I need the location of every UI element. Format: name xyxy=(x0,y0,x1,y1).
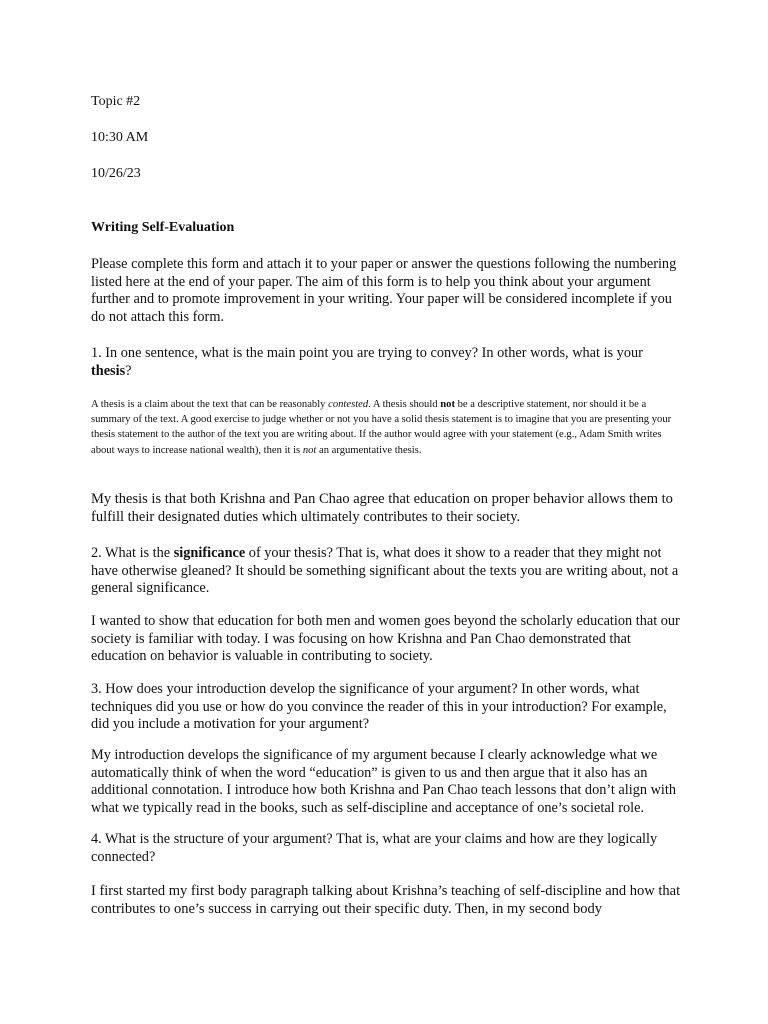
thesis-hint xyxy=(91,397,681,458)
hint-part-1: A thesis is a claim about the text that can be reasonably xyxy=(91,399,329,410)
answer-3: My introduction develops the significance of my argument because I clearly acknowledge what we automatically think of when the word “education” is given to us and then argue that it also has an additional connotation. I introduce how both Krishna and Pan Chao teach lessons that don’t align with what we typically read in the books, such as self-discipline and acceptance of one’s societal role. xyxy=(91,747,677,816)
question-1-end: ? xyxy=(125,362,132,379)
question-2-text: 2. What is the xyxy=(91,545,174,561)
time-line: 10:30 AM xyxy=(91,130,149,145)
question-2 xyxy=(91,545,681,598)
hint-part-2: . A thesis should xyxy=(368,399,441,410)
hint-part-3: be a descriptive statement, nor should it be a summary of the text. A good exercise to judge whether or not you have a solid thesis statement is to imagine that you are presenting your thesis statement to the author of the text you are writing about. If the author would agree with your statement (e.g., Adam Smith writes about ways to increase national wealth), then it is xyxy=(91,399,672,456)
question-2-bold: significance xyxy=(173,545,246,561)
topic-line: Topic #2 xyxy=(91,94,141,109)
question-1-bold: thesis xyxy=(91,362,126,379)
answer-1: My thesis is that both Krishna and Pan Chao agree that education on proper behavior allows them to fulfill their designated duties which ultimately contributes to their society. xyxy=(91,491,673,525)
question-1 xyxy=(91,345,681,380)
question-4: 4. What is the structure of your argument? That is, what are your claims and how are they logically connected? xyxy=(91,831,658,865)
hint-italic-1: contested xyxy=(328,399,369,410)
answer-4: I first started my first body paragraph talking about Krishna’s teaching of self-discipline and how that contributes to one’s success in carrying out their specific duty. Then, in my second body xyxy=(91,883,681,917)
answer-2: I wanted to show that education for both men and women goes beyond the scholarly education that our society is familiar with today. I was focusing on how Krishna and Pan Chao demonstrated that education on behavior is valuable in contributing to society. xyxy=(91,613,680,665)
question-3: 3. How does your introduction develop the significance of your argument? In other words, what techniques did you use or how do you convince the reader of this in your introduction? For example, did you include a motivation for your argument? xyxy=(91,681,667,733)
hint-part-4: an argumentative thesis. xyxy=(316,444,422,456)
date-line: 10/26/23 xyxy=(91,166,141,181)
hint-italic-2: not xyxy=(302,444,317,456)
intro-paragraph: Please complete this form and attach it to your paper or answer the questions following the numbering listed here at the end of your paper. The aim of this form is to help you think about your argument further and to promote improvement in your writing. Your paper will be considered incomplete if you do not attach this form. xyxy=(91,256,677,325)
page-title: Writing Self-Evaluation xyxy=(91,220,235,235)
question-2-end: of your thesis? That is, what does it show to a reader that they might not have otherwise gleaned? It should be something significant about the texts you are writing about, not a general significance. xyxy=(91,545,679,597)
question-1-text: 1. In one sentence, what is the main point you are trying to convey? In other words, what is your xyxy=(91,345,643,361)
hint-bold-1: not xyxy=(440,399,455,410)
